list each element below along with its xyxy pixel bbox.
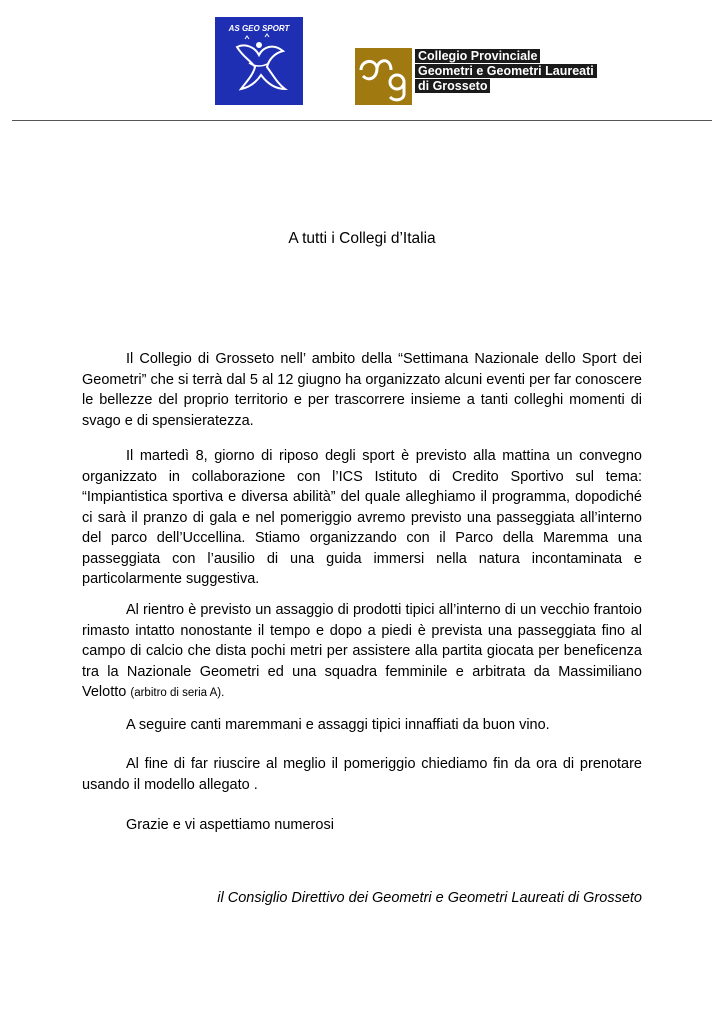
cg-monogram [355,48,412,105]
paragraph-canti: A seguire canti maremmani e assaggi tipici innaffiati da buon vino. [126,717,550,733]
paragraph-convegno: Il martedì 8, giorno di riposo degli sport è previsto alla mattina un convegno organizzato in collaborazione con l’ICS Istituto di Credito Sportivo sul tema: “Impiantistica sportiva e diversa abilità” del quale alleghiamo il programma, dopodiché ci sarà il pranzo di gala e nel pomeriggio avremo previsto una passeggiata all’interno del parco dell’Uccellina. Stiamo organizzando con il Parco della Maremma una passeggiata con l’ausilio di una guida immersi nella natura incontaminata e particolarmente suggestiva. [82,448,642,587]
org-name-line-1: Collegio Provinciale [415,49,540,63]
org-name-line-3: di Grosseto [415,79,490,93]
paragraph-rientro [82,600,642,704]
paragraph-prenotazione: Al fine di far riuscire al meglio il pomeriggio chiediamo fin da ora di prenotare usando il modello allegato . [82,756,642,793]
paragraph-saluti: Grazie e vi aspettiamo numerosi [126,817,334,833]
paragraph-rientro-text: Al rientro è previsto un assaggio di prodotti tipici all’interno di un vecchio frantoio rimasto intatto nonostante il tempo e dopo a piedi è prevista una passeggiata fino al campo di calcio che dista pochi metri per assistere alla partita giocata per beneficenza tra la Nazionale Geometri ed una squadra femminile e arbitrata da Massimiliano Velotto [82,602,642,700]
as-geo-sport-logo-text: AS GEO SPORT [228,24,290,33]
paragraph-intro: Il Collegio di Grosseto nell’ ambito della “Settimana Nazionale dello Sport dei Geometri” che si terrà dal 5 al 12 giugno ha organizzato alcuni eventi per far conoscere le bellezze del proprio territorio e per trascorrere insieme a tanti colleghi momenti di svago e di spensieratezza. [82,351,642,429]
signature: il Consiglio Direttivo dei Geometri e Geometri Laureati di Grosseto [217,890,642,906]
addressee-heading: A tutti i Collegi d’Italia [288,230,436,247]
as-geo-sport-logo [215,17,303,105]
referee-note: (arbitro di seria A). [130,687,225,699]
header-divider [12,120,712,121]
org-name-line-2: Geometri e Geometri Laureati [415,64,597,78]
collegio-logo [355,48,607,105]
as-geo-sport-emblem [215,17,303,105]
